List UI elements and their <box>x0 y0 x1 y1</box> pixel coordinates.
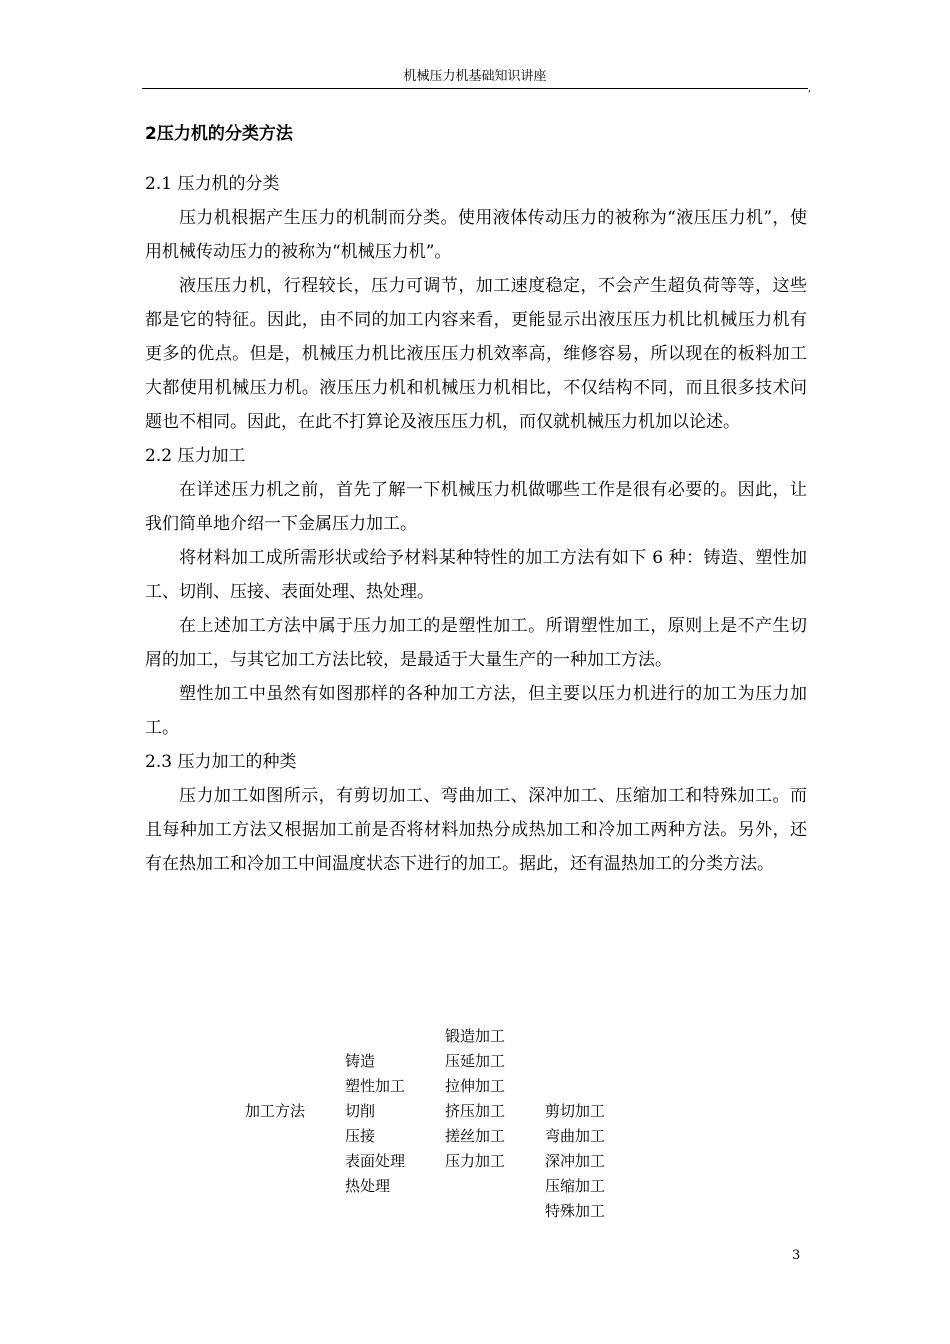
tree-node: 搓丝加工 <box>445 1127 506 1145</box>
tree-node: 剪切加工 <box>545 1102 606 1120</box>
tree-node: 锻造加工 <box>445 1027 506 1045</box>
tree-node: 压接 <box>345 1127 376 1145</box>
tree-node: 拉伸加工 <box>445 1077 506 1095</box>
tree-level1-column <box>345 1051 405 1201</box>
tree-root-column <box>245 1101 305 1126</box>
section-heading: 2.3 压力加工的种类 <box>145 752 297 772</box>
tree-node: 热处理 <box>345 1177 391 1195</box>
paragraph: 压力加工如图所示，有剪切加工、弯曲加工、深冲加工、压缩加工和特殊加工。而且每种加工方法又根据加工前是否将材料加热分成热加工和冷加工两种方法。另外，还有在热加工和冷加工中间温度状态下进行的加工。据此，还有温热加工的分类方法。 <box>145 786 807 874</box>
section-heading: 2.2 压力加工 <box>145 446 246 466</box>
chapter-heading: 2压力机的分类方法 <box>145 124 293 144</box>
tree-node: 塑性加工 <box>345 1077 406 1095</box>
paragraph: 将材料加工成所需形状或给予材料某种特性的加工方法有如下 6 种：铸造、塑性加工、切削、压接、表面处理、热处理。 <box>145 548 807 602</box>
tree-node: 切削 <box>345 1102 376 1120</box>
page-header-title: 机械压力机基础知识讲座 <box>403 69 547 84</box>
tree-level3-column <box>545 1101 605 1226</box>
paragraph: 塑性加工中虽然有如图那样的各种加工方法，但主要以压力机进行的加工为压力加工。 <box>145 684 807 738</box>
tree-node: 挤压加工 <box>445 1102 506 1120</box>
page-number: 3 <box>792 1248 801 1263</box>
paragraph: 在上述加工方法中属于压力加工的是塑性加工。所谓塑性加工，原则上是不产生切屑的加工，与其它加工方法比较，是最适于大量生产的一种加工方法。 <box>145 616 807 670</box>
header-tick: , <box>808 84 811 94</box>
tree-node: 特殊加工 <box>545 1202 606 1220</box>
tree-root-label: 加工方法 <box>245 1102 306 1120</box>
paragraph: 在详述压力机之前，首先了解一下机械压力机做哪些工作是很有必要的。因此，让我们简单地介绍一下金属压力加工。 <box>145 480 807 534</box>
tree-node: 压缩加工 <box>545 1177 606 1195</box>
section-heading: 2.1 压力机的分类 <box>145 174 280 194</box>
tree-node: 压力加工 <box>445 1152 506 1170</box>
tree-node: 铸造 <box>345 1052 376 1070</box>
tree-node: 表面处理 <box>345 1152 406 1170</box>
paragraph: 液压压力机，行程较长，压力可调节，加工速度稳定，不会产生超负荷等等，这些都是它的特征。因此，由不同的加工内容来看，更能显示出液压压力机比机械压力机有更多的优点。但是，机械压力机比液压压力机效率高，维修容易，所以现在的板料加工大都使用机械压力机。液压压力机和机械压力机相比，不仅结构不同，而且很多技术问题也不相同。因此，在此不打算论及液压压力机，而仅就机械压力机加以论述。 <box>145 276 807 432</box>
tree-level2-column <box>445 1026 505 1176</box>
tree-node: 深冲加工 <box>545 1152 606 1170</box>
tree-node: 弯曲加工 <box>545 1127 606 1145</box>
paragraph: 压力机根据产生压力的机制而分类。使用液体传动压力的被称为“液压压力机”，使用机械传动压力的被称为“机械压力机”。 <box>145 208 807 262</box>
tree-node: 压延加工 <box>445 1052 506 1070</box>
